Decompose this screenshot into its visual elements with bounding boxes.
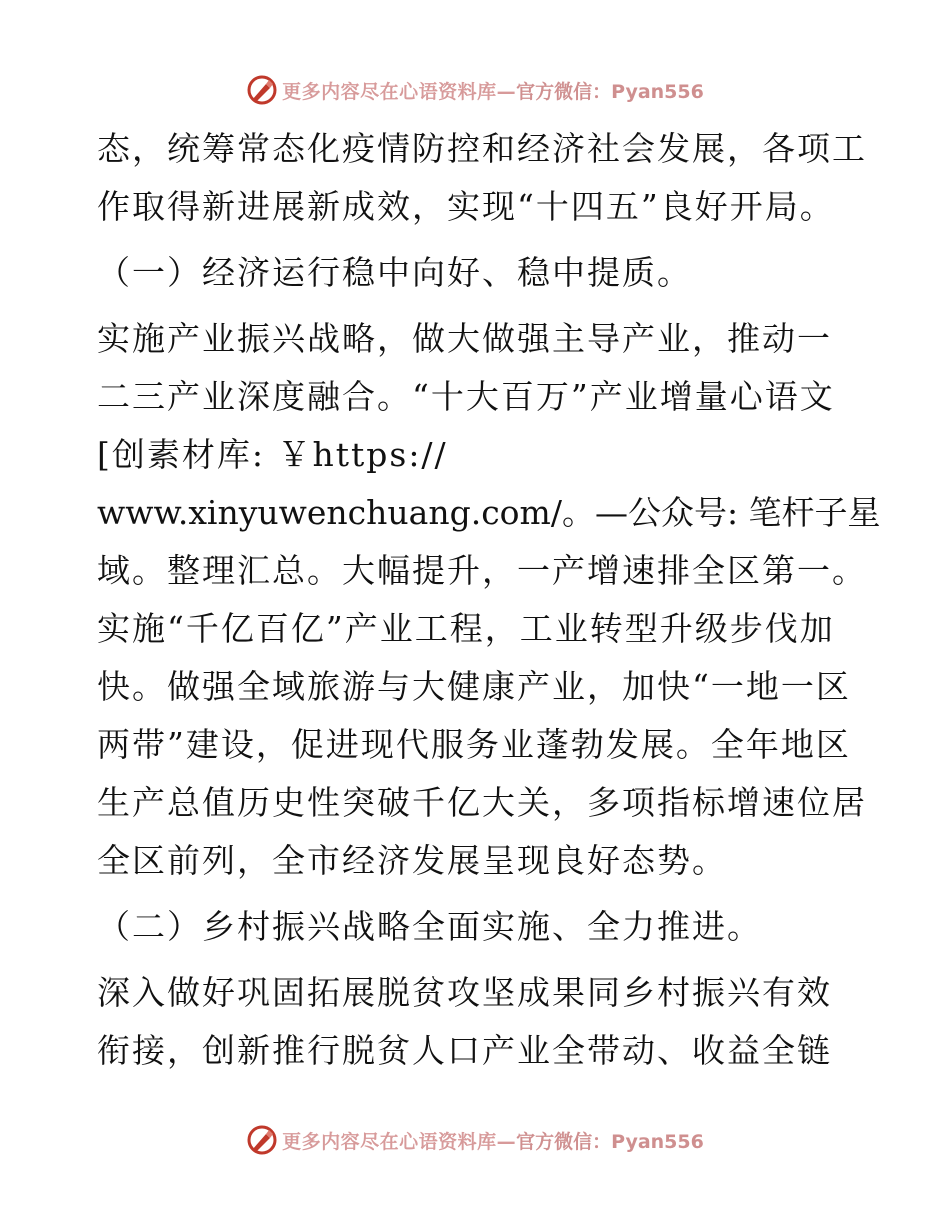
header-watermark-banner xyxy=(0,70,950,110)
text-line: 深入做好巩固拓展脱贫攻坚成果同乡村振兴有效 xyxy=(97,973,832,1012)
text-line: 实施产业振兴战略，做大做强主导产业，推动一 xyxy=(97,319,832,358)
document-body xyxy=(97,120,881,1080)
text-line: 全区前列，全市经济发展呈现良好态势。 xyxy=(97,841,727,880)
banner-text: 更多内容尽在心语资料库— xyxy=(282,80,517,103)
footer-watermark-banner xyxy=(0,1120,950,1160)
text-line: [创素材库: ￥https:// xyxy=(97,435,448,474)
text-line: 快。做强全域旅游与大健康产业，加快“一地一区 xyxy=(97,667,851,706)
pen-logo-icon xyxy=(246,1124,278,1156)
text-line: 生产总值历史性突破千亿大关，多项指标增速位居 xyxy=(97,783,867,822)
text-line: 作取得新进展新成效，实现“十四五”良好开局。 xyxy=(97,187,835,226)
text-line: 域。整理汇总。大幅提升，一产增速排全区第一。 xyxy=(97,551,867,590)
text-line: 衔接，创新推行脱贫人口产业全带动、收益全链 xyxy=(97,1031,832,1070)
section-heading: （二）乡村振兴战略全面实施、全力推进。 xyxy=(97,907,762,946)
text-line: 两带”建设，促进现代服务业蓬勃发展。全年地区 xyxy=(97,725,851,764)
pen-logo-icon xyxy=(246,74,278,106)
banner-wechat-text: 官方微信：Pyan556 xyxy=(516,1130,704,1153)
text-line: www.xinyuwenchuang.com/。—公众号: 笔杆子星 xyxy=(97,493,881,532)
banner-wechat-text: 官方微信：Pyan556 xyxy=(516,80,704,103)
text-line: 实施“千亿百亿”产业工程，工业转型升级步伐加 xyxy=(97,609,835,648)
text-line: 二三产业深度融合。“十大百万”产业增量心语文 xyxy=(97,377,835,416)
banner-text: 更多内容尽在心语资料库— xyxy=(282,1130,517,1153)
text-line: 态，统筹常态化疫情防控和经济社会发展，各项工 xyxy=(97,129,867,168)
section-heading: （一）经济运行稳中向好、稳中提质。 xyxy=(97,253,692,292)
